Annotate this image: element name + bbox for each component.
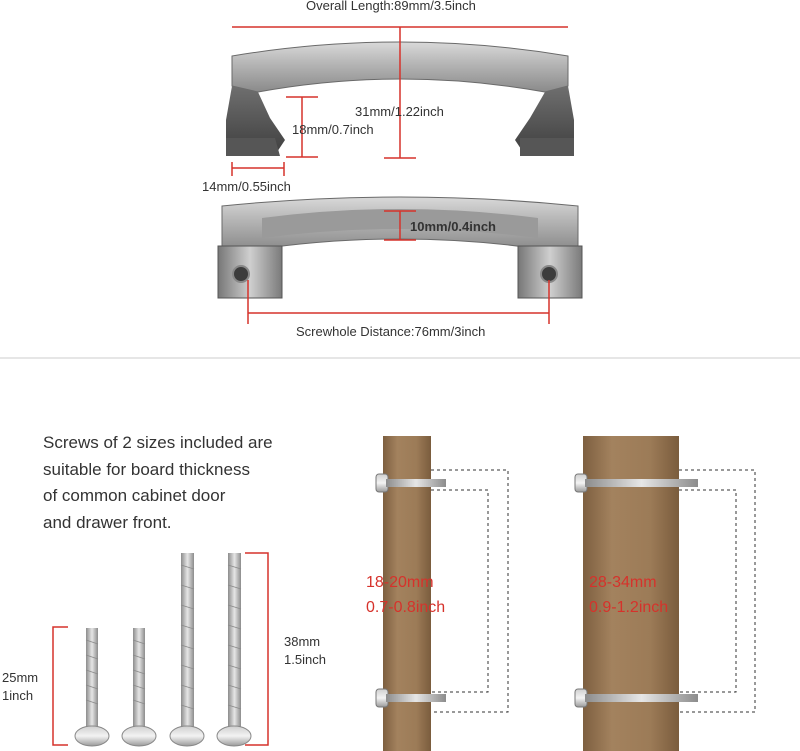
board-thin-mm: 18-20mm — [366, 574, 434, 591]
long-screw-mm: 38mm — [284, 634, 321, 649]
screw-description-line: suitable for board thickness — [43, 459, 250, 479]
screw-long-2 — [217, 553, 251, 746]
screw-description-line: of common cabinet door — [43, 486, 226, 505]
screw-description-line: and drawer front. — [43, 512, 172, 532]
grip-thickness-label: 10mm/0.4inch — [410, 219, 496, 234]
long-screw-length — [284, 633, 326, 669]
clearance-label: 18mm/0.7inch — [292, 122, 374, 137]
screw-long-1 — [170, 553, 204, 746]
screw-description-line: Screws of 2 sizes included are — [43, 433, 273, 452]
screws-illustration — [75, 553, 251, 746]
short-screw-mm: 25mm — [2, 670, 39, 685]
board-thin-thickness — [366, 570, 445, 620]
board-thick-mm: 28-34mm — [589, 574, 657, 591]
board-thick-inch: 0.9-1.2inch — [589, 599, 669, 616]
overall-length-label: Overall Length:89mm/3.5inch — [306, 0, 476, 13]
short-screw-length — [2, 669, 38, 705]
board-thin-inch: 0.7-0.8inch — [366, 599, 446, 616]
height-label: 31mm/1.22inch — [355, 104, 444, 119]
screwhole-distance-label: Screwhole Distance:76mm/3inch — [296, 324, 486, 339]
board-thick-thickness — [589, 570, 668, 620]
long-screw-inch: 1.5inch — [284, 652, 326, 667]
base-width-label: 14mm/0.55inch — [202, 179, 291, 194]
screw-description — [43, 430, 273, 536]
short-screw-inch: 1inch — [2, 688, 34, 703]
